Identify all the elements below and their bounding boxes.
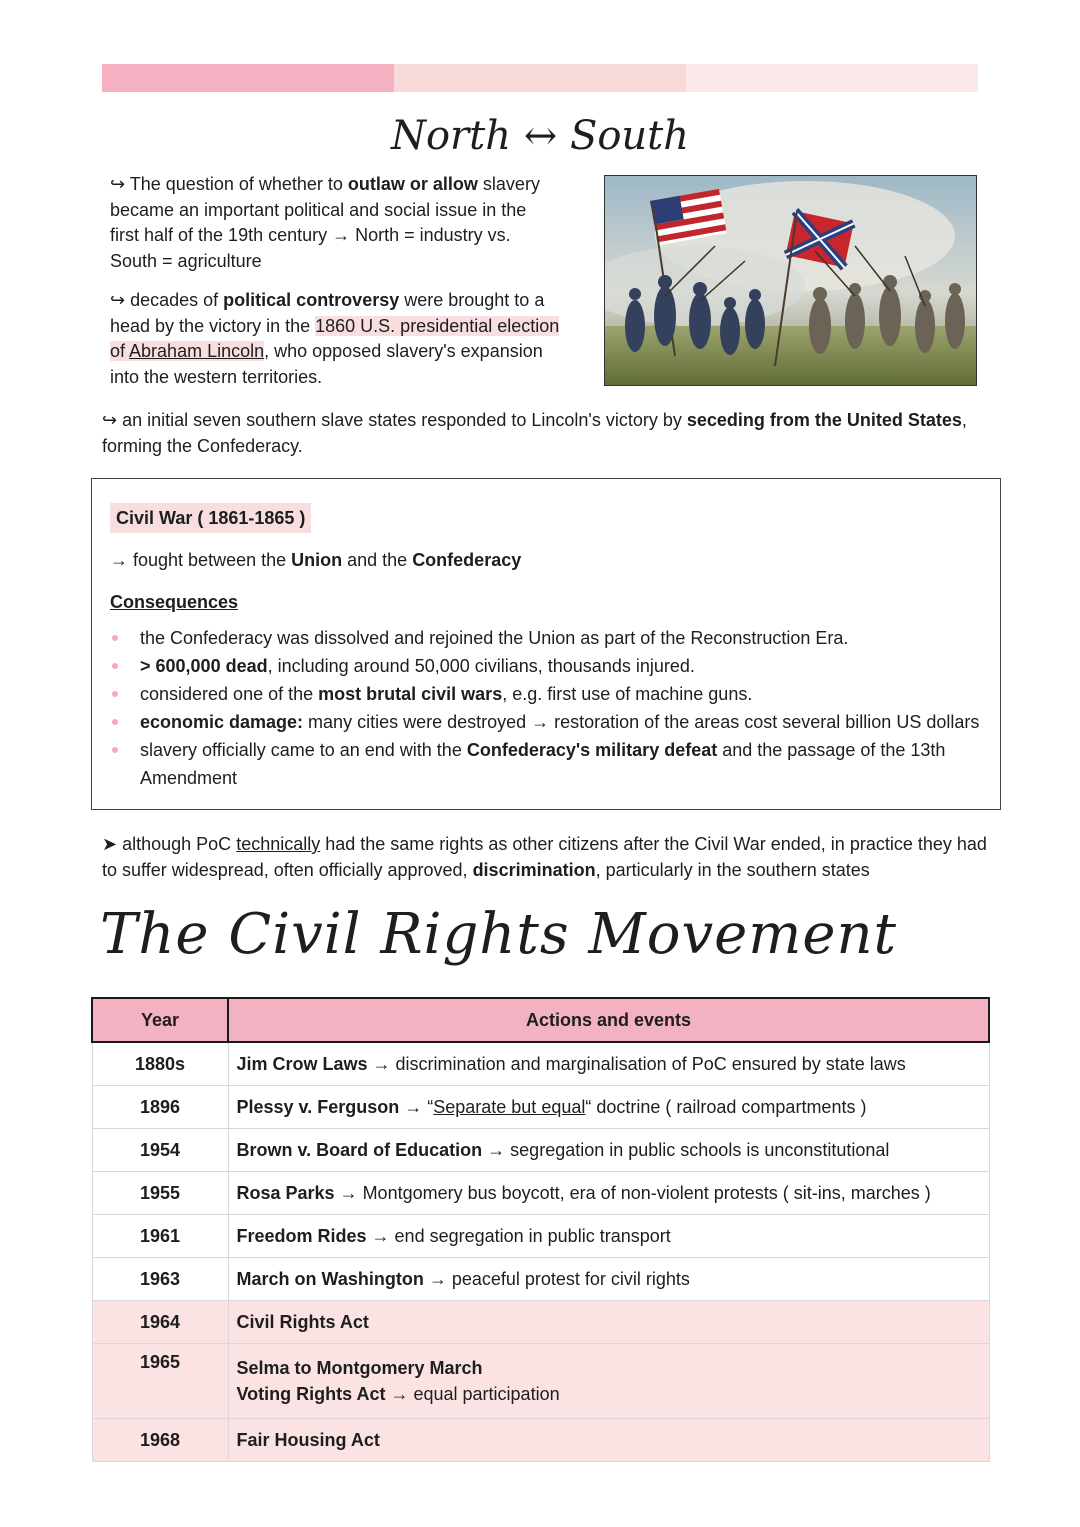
intro-paragraph-2: ↪ decades of political controversy were brought to a head by the victory in the 1860 U.S. presidential election of Abraham Lincoln, who opposed slavery's expansion into the western territories. [110,290,560,387]
bar-segment-2 [394,64,686,92]
fought-between-line: → fought between the Union and the Confederacy [110,550,522,570]
event-cell: Plessy v. Ferguson → “Separate but equal“ doctrine ( railroad compartments ) [228,1086,989,1129]
year-cell: 1961 [92,1215,228,1258]
event-cell: Rosa Parks → Montgomery bus boycott, era of non-violent protests ( sit-ins, marches ) [228,1172,989,1215]
page-title: North ↔ South [390,113,690,159]
event-cell: March on Washington → peaceful protest for civil rights [228,1258,989,1301]
abraham-lincoln-link: Abraham Lincoln [129,341,265,361]
table-row [92,1258,989,1301]
table-row [92,1042,989,1086]
civil-rights-timeline-table [91,997,990,1462]
top-color-bar [102,64,978,92]
year-cell: 1880s [92,1042,228,1086]
list-item: the Confederacy was dissolved and rejoined the Union as part of the Reconstruction Era. [110,624,990,652]
list-item: > 600,000 dead, including around 50,000 civilians, thousands injured. [110,652,990,680]
civil-war-label: Civil War ( 1861-1865 ) [110,503,311,533]
table-row [92,1086,989,1129]
table-row [92,1419,989,1462]
header-actions: Actions and events [228,998,989,1042]
event-cell: Jim Crow Laws → discrimination and marginalisation of PoC ensured by state laws [228,1042,989,1086]
event-cell: Selma to Montgomery March Voting Rights Act → equal participation [228,1344,989,1419]
bullet-icon [112,635,118,641]
table-row [92,1344,989,1419]
list-item: slavery officially came to an end with the Confederacy's military defeat and the passage of the 13th Amendment [110,736,990,792]
year-cell: 1954 [92,1129,228,1172]
event-cell: Brown v. Board of Education → segregation in public schools is unconstitutional [228,1129,989,1172]
table-row [92,1172,989,1215]
event-cell: Civil Rights Act [228,1301,989,1344]
consequences-list [110,624,990,792]
civil-rights-heading: The Civil Rights Movement [100,902,898,967]
civil-war-painting [604,175,977,386]
list-item: economic damage: many cities were destroyed → restoration of the areas cost several billion US dollars [110,708,990,736]
event-cell: Freedom Rides → end segregation in public transport [228,1215,989,1258]
bullet-icon [112,747,118,753]
consequences-heading: Consequences [110,592,239,612]
intro-paragraph-1: ↪ The question of whether to outlaw or allow slavery became an important political and social issue in the first half of the 19th century → North = industry vs. South = agriculture [110,174,540,271]
year-cell: 1968 [92,1419,228,1462]
year-cell: 1896 [92,1086,228,1129]
event-cell: Fair Housing Act [228,1419,989,1462]
bullet-icon [112,691,118,697]
table-row [92,1129,989,1172]
year-cell: 1963 [92,1258,228,1301]
year-cell: 1964 [92,1301,228,1344]
table-header-row [92,998,989,1042]
year-cell: 1965 [92,1344,228,1419]
list-item: considered one of the most brutal civil wars, e.g. first use of machine guns. [110,680,990,708]
header-year: Year [92,998,228,1042]
after-war-paragraph: ➤ although PoC technically had the same rights as other citizens after the Civil War ended, in practice they had to suffer widespread, often officially approved, discrimination, particularly in the southern states [102,834,987,880]
bar-segment-3 [686,64,978,92]
bar-segment-1 [102,64,394,92]
year-cell: 1955 [92,1172,228,1215]
intro-paragraph-3: ↪ an initial seven southern slave states responded to Lincoln's victory by seceding from the United States, forming the Confederacy. [102,410,967,456]
table-row [92,1215,989,1258]
bullet-icon [112,663,118,669]
bullet-icon [112,719,118,725]
table-row [92,1301,989,1344]
